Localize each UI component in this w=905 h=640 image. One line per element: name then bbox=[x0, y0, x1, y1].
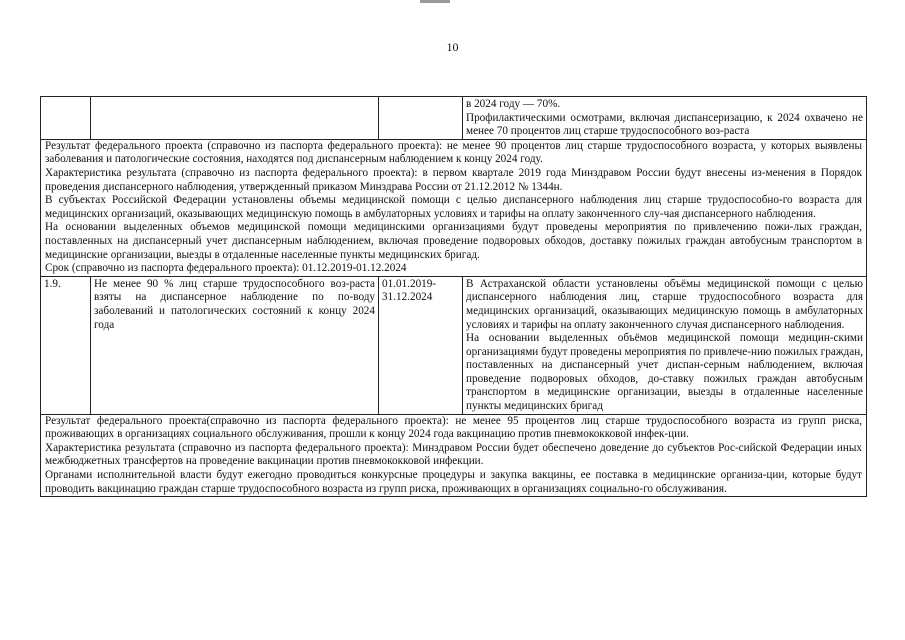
result-paragraph: В Астраханской области установлены объёмы медицинской помощи с целью диспансерного наблюдения лиц, старше трудоспособного возраста для медицинских организаций, оказывающих медицинскую помощь в амбулаторных условиях и тарифы на оплату законченного случая диспансерного наблюдения. bbox=[466, 277, 863, 331]
cell-number-empty bbox=[41, 97, 91, 140]
cell-number: 1.9. bbox=[41, 276, 91, 414]
federal-result-text: Результат федерального проекта(справочно из паспорта федерального проекта): не менее 95 процентов лиц старше трудоспособного возраста из групп риска, проживающих в организациях социального обслуживания, прошли к концу 2024 года вакцинацию против пневмококковой инфек-ции. bbox=[45, 414, 862, 441]
federal-result-text: Результат федерального проекта (справочно из паспорта федерального проекта): не менее 90 процентов лиц старше трудоспособного возраста, у которых выявлены заболевания и патологические состояния, находятся под диспансерным наблюдением к концу 2024 году. bbox=[45, 139, 862, 166]
federal-result-block bbox=[41, 414, 867, 497]
cell-result bbox=[463, 276, 867, 414]
measures-table bbox=[40, 96, 867, 497]
result-paragraph: На основании выделенных объёмов медицинской помощи медицин-скими организациями будут проведены мероприятия по привлече-нию пожилых граждан, поставленных на диспансерный учет диспан-серным наблюдением, включая проведение подворовых обходов, до-ставку пожилых граждан автобусным транспортом в медицинские организации, выезды в отдаленные населенные пункты медицинских бригад bbox=[466, 332, 863, 413]
cell-dates bbox=[379, 276, 463, 414]
page-number: 10 bbox=[446, 40, 459, 54]
date-end: 31.12.2024 bbox=[382, 291, 433, 304]
volume-text: В субъектах Российской Федерации установлены объемы медицинской помощи с целью диспансерного наблюдения лиц старше трудоспособно-го возраста для медицинских организаций, оказывающих медицинскую помощь в амбулаторных условиях и тарифы на оплату законченного слу-чая диспансерного наблюдения. bbox=[45, 194, 862, 220]
procurement-text: Органами исполнительной власти будут ежегодно проводиться конкурсные процедуры и закупка вакцины, ее поставка в медицинские организа-ции, которые будут проводить вакцинацию граждан старше трудоспособного возраста из групп риска, проживающих в организациях социально-го обслуживания. bbox=[45, 469, 862, 495]
result-line: в 2024 году — 70%. bbox=[466, 98, 561, 110]
date-start: 01.01.2019- bbox=[382, 277, 437, 290]
measures-text: На основании выделенных объемов медицинской помощи медицинскими организациями будут проведены мероприятия по привлечению пожи-лых граждан, поставленных на диспансерный учет диспансерным наблюдением, включая проведение подворовых обходов, доставку пожилых граждан автобусным транспортом в медицинские организации, выезды в отдаленные населенные пункты медицинских бригад. bbox=[45, 221, 862, 261]
result-characteristic-text: Характеристика результата (справочно из паспорта федерального проекта): Минздравом России будет обеспечено доведение до субъектов Рос-сийской Федерации иных межбюджетных трансфертов на проведение вакцинации против пневмококковой инфекции. bbox=[45, 441, 862, 468]
cell-dates-empty bbox=[379, 97, 463, 140]
result-characteristic-text: Характеристика результата (справочно из паспорта федерального проекта): в первом квартале 2019 года Минздравом России будут внесены из-менения в Порядок проведения диспансерного наблюдения, утвержденный приказом Минздрава России от 21.12.2012 № 1344н. bbox=[45, 166, 862, 193]
federal-result-block bbox=[41, 139, 867, 276]
scan-mark bbox=[420, 0, 450, 3]
table-row-1-9 bbox=[41, 276, 867, 414]
table-row-federal-result-1 bbox=[41, 139, 867, 276]
cell-description-empty bbox=[91, 97, 379, 140]
table-row-continuation bbox=[41, 97, 867, 140]
cell-description: Не менее 90 % лиц старше трудоспособного воз-раста взяты на диспансерное наблюдение по по-воду заболеваний и патологических состояний к концу 2024 года bbox=[91, 276, 379, 414]
result-line: Профилактическими осмотрами, включая диспансеризацию, к 2024 охвачено не менее 70 процентов лиц старше трудоспособного воз-раста bbox=[466, 111, 863, 138]
deadline-text: Срок (справочно из паспорта федерального проекта): 01.12.2019-01.12.2024 bbox=[45, 262, 407, 275]
cell-result-continued bbox=[463, 97, 867, 140]
table-row-federal-result-2 bbox=[41, 414, 867, 497]
